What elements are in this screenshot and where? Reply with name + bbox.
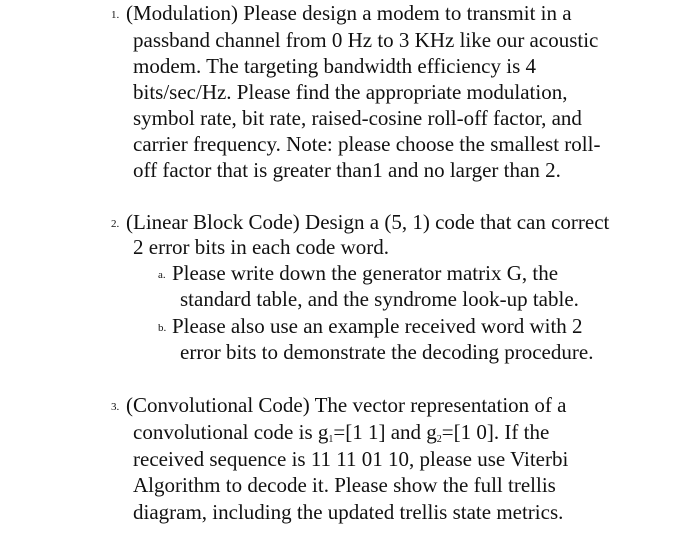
subscript: 2 [436,434,442,445]
question-text-line: carrier frequency. Note: please choose the smallest roll- [133,132,601,156]
question-text-line: Algorithm to decode it. Please show the full trellis [133,473,556,497]
question-text-line-with-subscripts [133,419,549,445]
question-text-line: symbol rate, bit rate, raised-cosine roll-off factor, and [133,106,582,130]
question-text-line: (Convolutional Code) The vector representation of a [126,393,567,417]
subitem-text-line: Please also use an example received word with 2 [172,314,583,338]
question-number: 1. [111,9,120,21]
text-segment: =[1 0]. If the [441,420,550,444]
question-text-line: (Linear Block Code) Design a (5, 1) code that can correct [126,210,610,234]
subscript: 1 [328,434,334,445]
subitem-label: a. [158,269,166,281]
subitem-text-line: Please write down the generator matrix G, the [172,261,559,285]
question-text-line: modem. The targeting bandwidth efficiency is 4 [133,54,536,78]
question-text-line: off factor that is greater than1 and no larger than 2. [133,158,561,182]
text-segment: =[1 1] and g [333,420,437,444]
question-text-line: bits/sec/Hz. Please find the appropriate modulation, [133,80,568,104]
text-segment: convolutional code is g [133,420,329,444]
question-text-line: (Modulation) Please design a modem to transmit in a [126,1,572,25]
subitem-text-line: standard table, and the syndrome look-up table. [180,287,579,311]
question-number: 2. [111,218,120,230]
subitem-text-line: error bits to demonstrate the decoding procedure. [180,340,594,364]
question-text-line: diagram, including the updated trellis state metrics. [133,500,564,524]
question-number: 3. [111,401,120,413]
question-text-line: 2 error bits in each code word. [133,235,389,259]
subitem-label: b. [158,322,167,334]
question-text-line: passband channel from 0 Hz to 3 KHz like our acoustic [133,28,599,52]
question-text-line: received sequence is 11 11 01 10, please use Viterbi [133,447,569,471]
